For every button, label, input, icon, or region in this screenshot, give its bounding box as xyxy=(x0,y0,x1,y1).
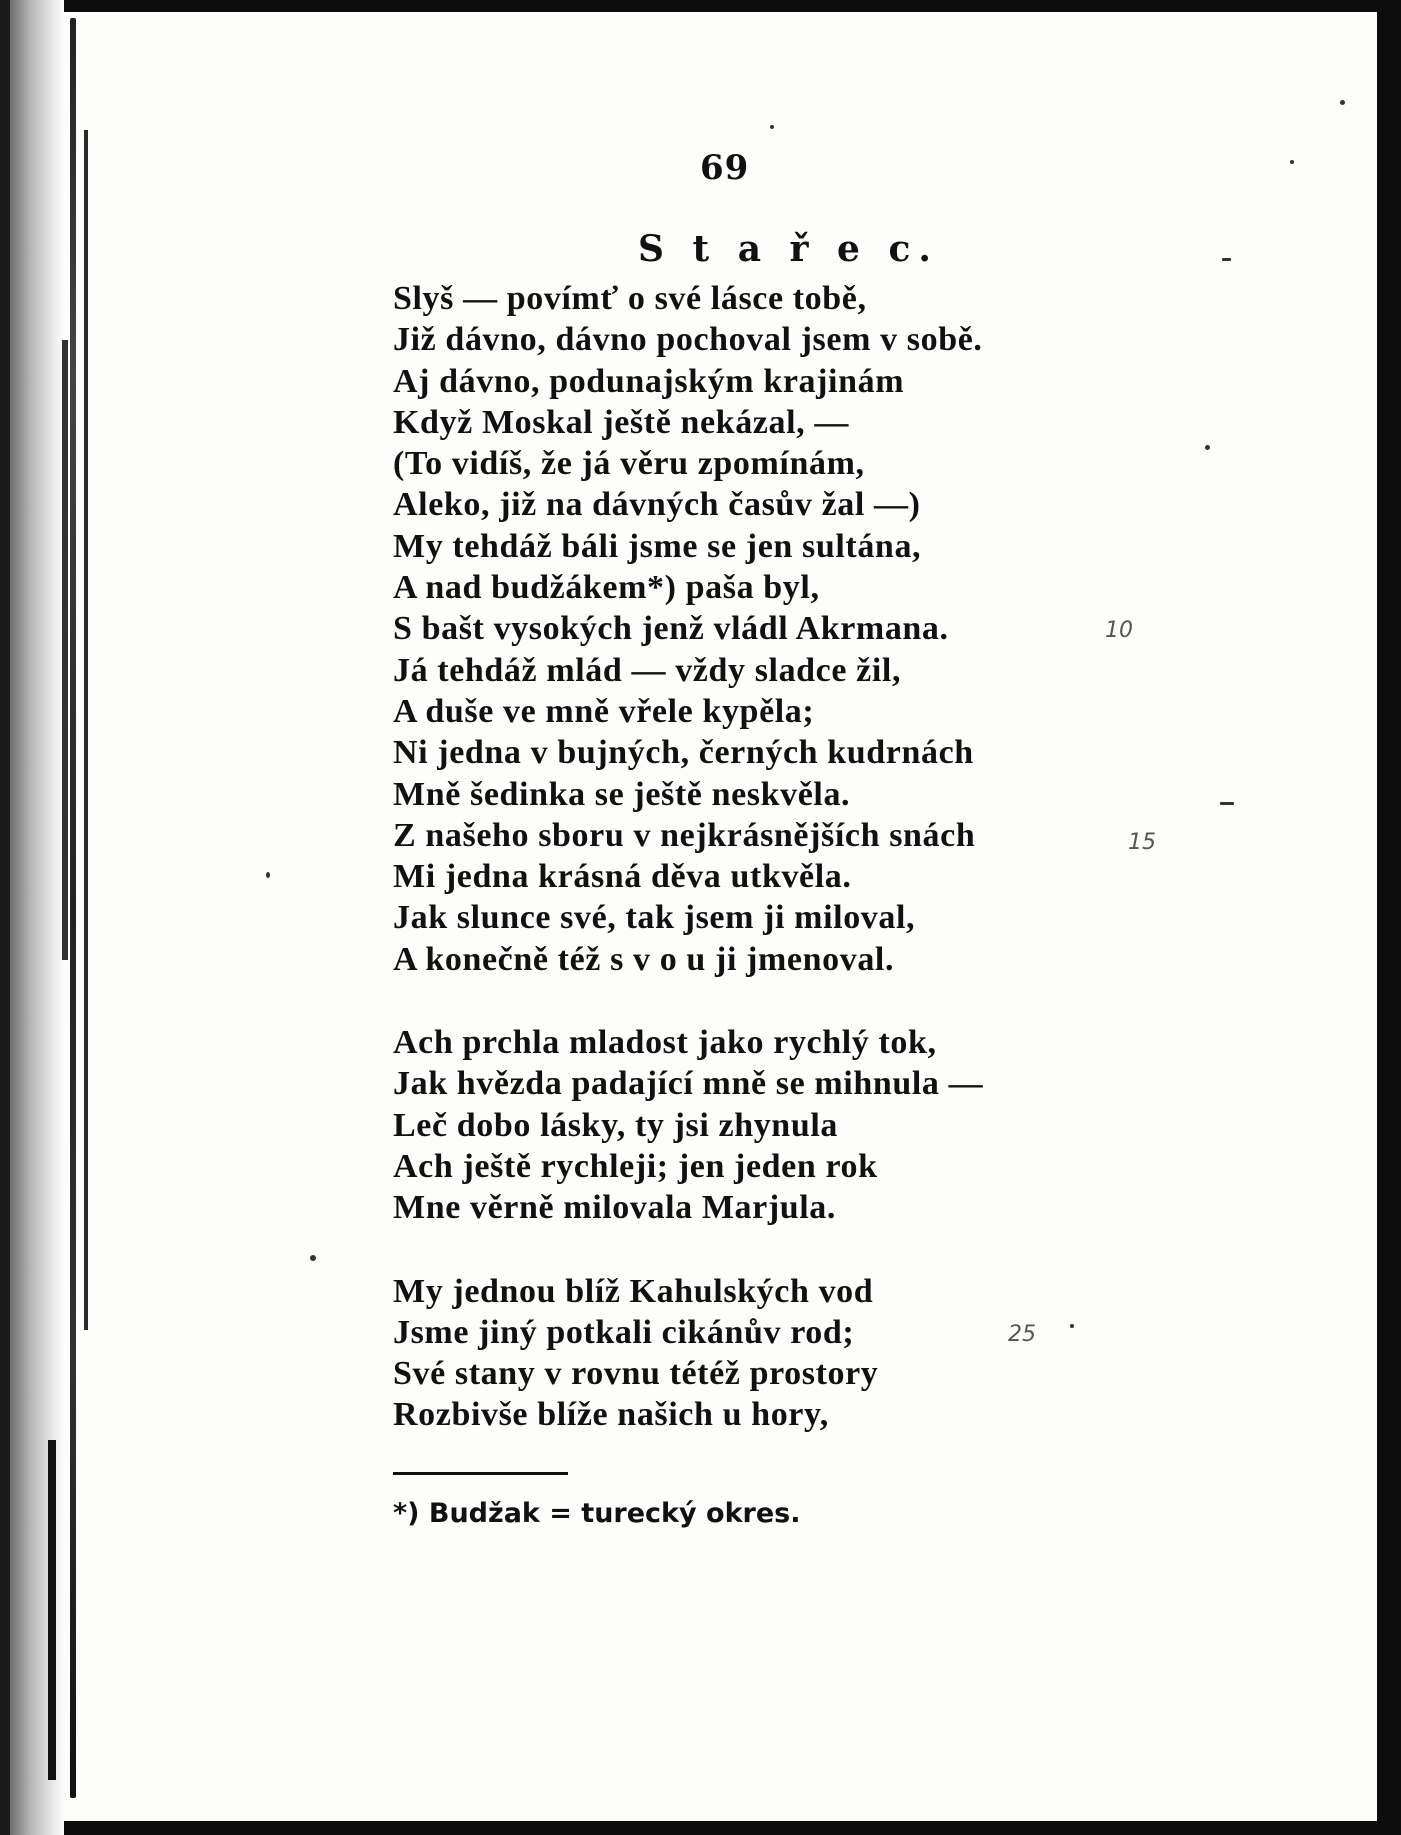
poem-line: My jednou blíž Kahulských vod xyxy=(393,1272,874,1310)
poem-line: Jak slunce své, tak jsem ji miloval, xyxy=(393,899,916,937)
poem-line: Již dávno, dávno pochoval jsem v sobě. xyxy=(393,321,983,359)
poem-line: Z našeho sboru v nejkrásnějších snách xyxy=(393,816,976,854)
scan-border-left xyxy=(0,0,10,1835)
scan-border-right xyxy=(1377,0,1401,1835)
scan-speck xyxy=(266,872,270,878)
poem-line: Ach prchla mladost jako rychlý tok, xyxy=(393,1024,937,1062)
poem-line: Své stany v rovnu tétéž prostory xyxy=(393,1355,879,1393)
poem-line: Já tehdáž mlád — vždy sladce žil, xyxy=(393,651,902,689)
poem-line: Mne věrně milovala Marjula. xyxy=(393,1189,836,1227)
poem-line: Rozbivše blíže našich u hory, xyxy=(393,1396,829,1434)
line-number-note: 25 xyxy=(1008,1322,1036,1347)
scan-speck xyxy=(1290,160,1294,164)
line-number-note: 10 xyxy=(1105,618,1133,643)
poem-line: Ach ještě rychleji; jen jeden rok xyxy=(393,1147,878,1185)
scan-speck xyxy=(1340,100,1345,105)
scan-speck xyxy=(1222,258,1231,261)
poem-line: A nad budžákem*) paša byl, xyxy=(393,569,820,607)
poem-title: S t a ř e c. xyxy=(638,228,939,270)
stanza xyxy=(393,278,1273,980)
page-number: 69 xyxy=(700,148,750,188)
stanza-break xyxy=(393,1229,1273,1271)
scan-border-bottom xyxy=(0,1821,1401,1835)
poem-line: S bašt vysokých jenž vládl Akrmana. xyxy=(393,610,949,648)
line-number-note: 15 xyxy=(1128,830,1156,855)
binding-fold-line-inner xyxy=(84,130,88,1330)
scan-speck xyxy=(310,1255,316,1261)
footnote: *) Budžak = turecký okres. xyxy=(393,1498,801,1529)
poem-line: Když Moskal ještě nekázal, — xyxy=(393,403,849,441)
binding-fold-line-middle xyxy=(62,340,68,960)
scan-border-top xyxy=(0,0,1401,12)
poem-line: My tehdáž báli jsme se jen sultána, xyxy=(393,527,922,565)
poem-line: Leč dobo lásky, ty jsi zhynula xyxy=(393,1106,838,1144)
poem-line: Ni jedna v bujných, černých kudrnách xyxy=(393,734,974,772)
stanza-break xyxy=(393,980,1273,1022)
poem-line: Jak hvězda padající mně se mihnula — xyxy=(393,1065,984,1103)
poem-line: Aleko, již na dávných časův žal —) xyxy=(393,486,921,524)
poem-line: A duše ve mně vřele kypěla; xyxy=(393,692,815,730)
scan-speck xyxy=(770,125,774,129)
footnote-divider xyxy=(393,1472,568,1475)
poem-line: Mi jedna krásná děva utkvěla. xyxy=(393,858,852,896)
stanza xyxy=(393,1271,1273,1436)
poem-line: Slyš — povímť o své lásce tobě, xyxy=(393,280,867,317)
poem-line: (To vidíš, že já věru zpomínám, xyxy=(393,445,865,483)
poem-line: A konečně též s v o u ji jmenoval. xyxy=(393,940,895,978)
binding-fold-line xyxy=(70,18,76,1798)
binding-fold-line-lower xyxy=(48,1440,56,1780)
poem-line: Jsme jiný potkali cikánův rod; xyxy=(393,1313,855,1351)
poem-line: Aj dávno, podunajským krajinám xyxy=(393,362,905,400)
poem-body xyxy=(393,278,1273,1436)
poem-line: Mně šedinka se ještě neskvěla. xyxy=(393,775,851,813)
stanza xyxy=(393,1022,1273,1228)
